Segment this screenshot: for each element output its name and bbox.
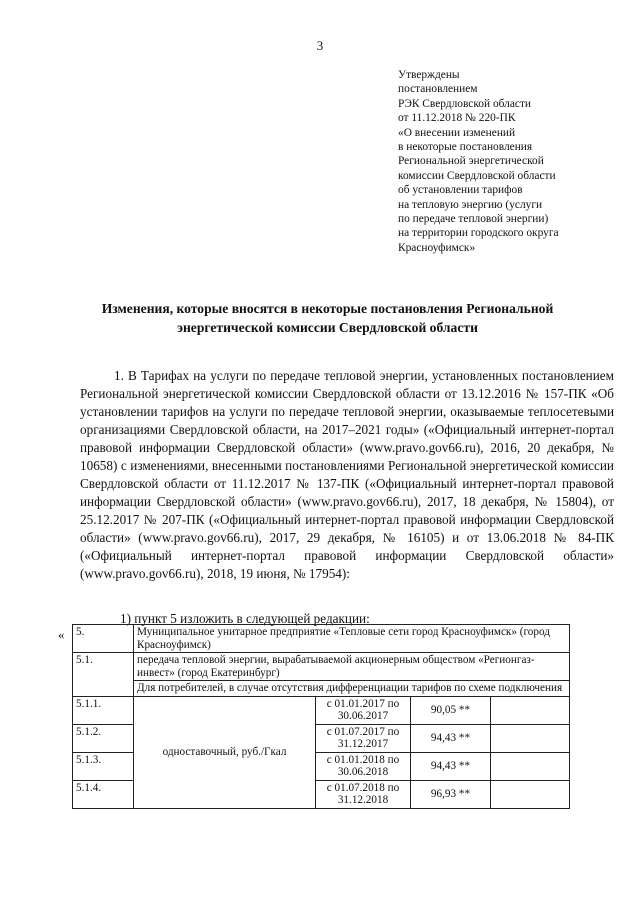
table-row: [73, 625, 570, 653]
heading-line-2: энергетической комиссии Свердловской области: [177, 319, 478, 335]
row-number: 5.1.1.: [73, 696, 134, 724]
empty-cell: [491, 752, 570, 780]
period-cell: с 01.01.2017 по 30.06.2017: [316, 696, 411, 724]
row-number: 5.1.2.: [73, 724, 134, 752]
approval-line: Утверждены: [398, 69, 460, 81]
empty-cell: [491, 696, 570, 724]
row-number: 5.1.3.: [73, 752, 134, 780]
approval-line: Красноуфимск»: [398, 241, 476, 254]
paragraph-text: 1. В Тарифах на услуги по передаче тепловой энергии, установленных постановлением Региональной энергетической комиссии Свердловской области от 13.12.2016 № 157-ПК «Об установлении тарифов на услуги по передаче тепловой энергии, оказываемые теплосетевыми организациями Свердловской области, на 2017–2021 годы» («Официальный интернет-портал правовой информации Свердловской области» (www.pravo.gov66.ru), 2016, 20 декабря, № 10658) с изменениями, внесенными постановлениями Региональной энергетической комиссии Свердловской области от 11.12.2017 № 137-ПК («Официальный интернет-портал правовой информации Свердловской области» (www.pravo.gov66.ru), 2017, 18 декабря, № 15804), от 25.12.2017 № 207-ПК («Официальный интернет-портал правовой информации Свердловской области» (www.pravo.gov66.ru), 2017, 29 декабря, № 16105) и от 13.06.2018 № 84-ПК («Официальный интернет-портал правовой информации Свердловской области» (www.pravo.gov66.ru), 2018, 19 июня, № 17954):: [80, 368, 614, 581]
period-cell: с 01.07.2018 по 31.12.2018: [316, 780, 411, 808]
approval-line: от 11.12.2018 № 220-ПК: [398, 112, 516, 125]
empty-cell: [491, 780, 570, 808]
row-number: 5.1.4.: [73, 780, 134, 808]
approval-line: на тепловую энергию (услуги: [398, 198, 543, 211]
approval-line: по передаче тепловой энергии): [398, 213, 549, 226]
period-cell: с 01.01.2018 по 30.06.2018: [316, 752, 411, 780]
consumers-cell: Для потребителей, в случае отсутствия дифференциации тарифов по схеме подключения: [134, 681, 570, 697]
value-cell: 96,93 **: [411, 780, 491, 808]
value-cell: 94,43 **: [411, 724, 491, 752]
approval-line: комиссии Свердловской области: [398, 169, 556, 182]
tariff-table: [72, 624, 570, 809]
row-number: 5.1.: [73, 653, 134, 697]
approval-line: РЭК Свердловской области: [398, 97, 532, 110]
table-row: [73, 696, 570, 724]
table-row: [73, 681, 570, 697]
empty-cell: [491, 724, 570, 752]
row-number: 5.: [73, 625, 134, 653]
category-cell: одноставочный, руб./Гкал: [134, 696, 316, 808]
approval-line: об установлении тарифов: [398, 184, 523, 197]
heading-line-1: Изменения, которые вносятся в некоторые постановления Региональной: [101, 301, 554, 316]
value-cell: 90,05 **: [411, 696, 491, 724]
approval-line: на территории городского округа: [398, 227, 559, 240]
opening-quote: «: [58, 627, 65, 642]
organization-cell: Муниципальное унитарное предприятие «Тепловые сети город Красноуфимск» (город Красноуфимск): [134, 625, 570, 653]
page-number: 3: [316, 38, 324, 53]
value-cell: 94,43 **: [411, 752, 491, 780]
approval-line: Региональной энергетической: [398, 155, 544, 168]
approval-line: «О внесении изменений: [398, 126, 516, 139]
approval-line: постановлением: [398, 83, 478, 96]
period-cell: с 01.07.2017 по 31.12.2017: [316, 724, 411, 752]
main-paragraph: [80, 367, 614, 583]
approval-block: [398, 68, 628, 255]
service-cell: передача тепловой энергии, вырабатываемой акционерным обществом «Регионгаз-инвест» (город Екатеринбург): [134, 653, 570, 681]
document-heading: [40, 300, 615, 337]
table-row: [73, 653, 570, 681]
item-line: 1) пункт 5 изложить в следующей редакции:: [120, 611, 370, 626]
approval-line: в некоторые постановления: [398, 141, 533, 154]
